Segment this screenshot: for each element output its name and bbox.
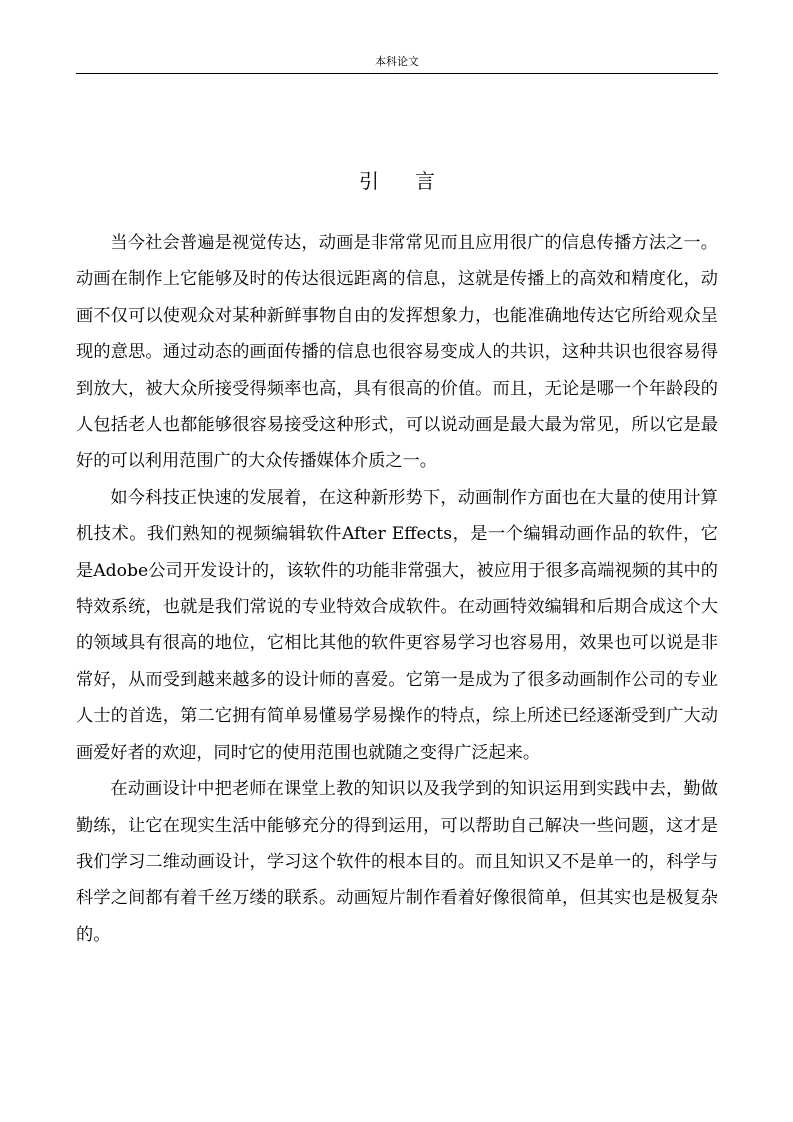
paragraph-1: 当今社会普遍是视觉传达，动画是非常常见而且应用很广的信息传播方法之一。动画在制作上它能够及时的传达很远距离的信息，这就是传播上的高效和精度化，动画不仅可以使观众对某种新鲜事物自由的发挥想象力，也能准确地传达它所给观众呈现的意思。通过动态的画面传播的信息也很容易变成人的共识，这种共识也很容易得到放大，被大众所接受得频率也高，具有很高的价值。而且，无论是哪一个年龄段的人包括老人也都能够很容易接受这种形式，可以说动画是最大最为常见，所以它是最好的可以利用范围广的大众传播媒体介质之一。: [76, 233, 718, 472]
paragraph-2: 如今科技正快速的发展着，在这种新形势下，动画制作方面也在大量的使用计算机技术。我们熟知的视频编辑软件After Effects，是一个编辑动画作品的软件，它是Adobe公司开发设计的，该软件的功能非常强大，被应用于很多高端视频的其中的特效系统，也就是我们常说的专业特效合成软件。在动画特效编辑和后期合成这个大的领域具有很高的地位，它相比其他的软件更容易学习也容易用，效果也可以说是非常好，从而受到越来越多的设计师的喜爱。它第一是成为了很多动画制作公司的专业人士的首选，第二它拥有简单易懂易学易操作的特点，综上所述已经逐渐受到广大动画爱好者的欢迎，同时它的使用范围也就随之变得广泛起来。: [76, 487, 718, 763]
section-title: 引言: [359, 169, 471, 193]
header-rule: [76, 73, 718, 74]
body-text: [76, 225, 718, 953]
running-header: 本科论文: [375, 55, 419, 68]
paragraph-3: 在动画设计中把老师在课堂上教的知识以及我学到的知识运用到实践中去，勤做勤练，让它在现实生活中能够充分的得到运用，可以帮助自己解决一些问题，这才是我们学习二维动画设计，学习这个软件的根本目的。而且知识又不是单一的，科学与科学之间都有着千丝万缕的联系。动画短片制作看着好像很简单，但其实也是极复杂的。: [76, 779, 718, 945]
